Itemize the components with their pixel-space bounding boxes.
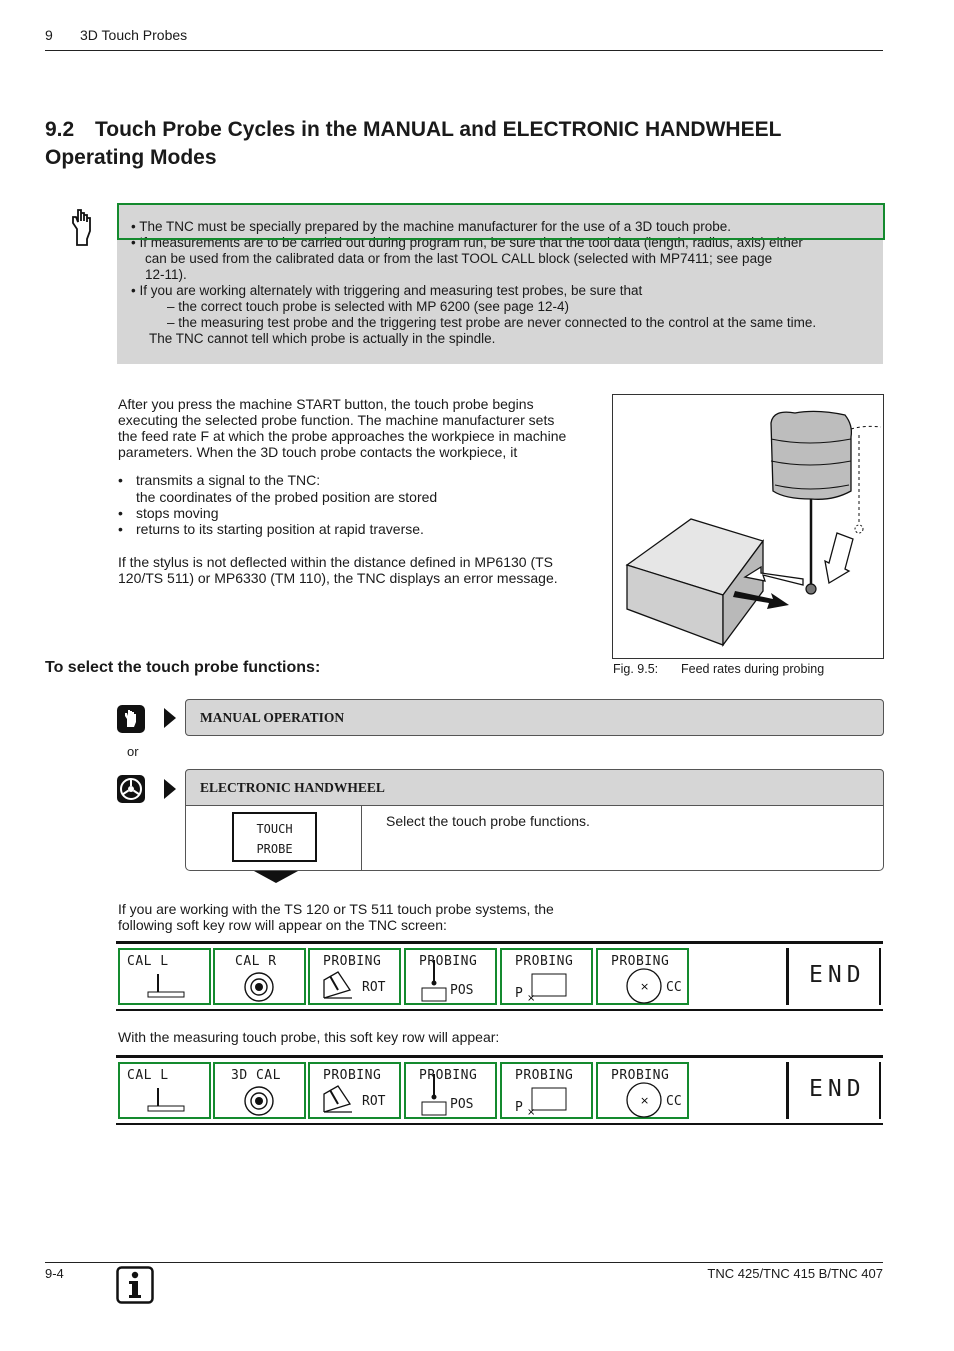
svg-text:×: × [527,993,536,1004]
figure-caption-text: Feed rates during probing [681,662,825,676]
handwheel-mode-key[interactable] [117,775,145,803]
intro-line: executing the selected probe function. The machine manufacturer sets [118,412,555,428]
softkey-probing-p[interactable]: PROBING P × [500,1062,593,1119]
softkey-probing-pos[interactable]: PROBING POS [404,1062,497,1119]
manual-operation-box: MANUAL OPERATION [185,699,884,736]
softkey-probing-p[interactable]: PROBING P × [500,948,593,1005]
pointing-hand-icon [68,207,98,247]
probing-position-icon [406,950,499,1007]
cal-radius-icon [215,950,308,1007]
probing-rotation-icon [310,1064,403,1121]
chapter-number: 9 [45,27,53,43]
intro-paragraph [118,396,598,460]
probing-point-icon [502,950,595,1007]
select-heading: To select the touch probe functions: [45,659,321,676]
intro-line: After you press the machine START button, the touch probe begins [118,396,534,412]
cal-length-icon [120,1064,213,1121]
section-heading [45,116,885,172]
softkey-empty [693,1062,787,1119]
note-line-4: 12-11). [145,267,187,282]
touch-probe-illustration [613,395,883,658]
electronic-handwheel-box: ELECTRONIC HANDWHEEL [185,769,884,806]
section-title-line1: Touch Probe Cycles in the MANUAL and ELECTRONIC HANDWHEEL [95,118,782,141]
or-label: or [127,744,139,759]
softkey-empty [693,948,787,1005]
softkey-end[interactable]: END [787,1062,881,1119]
note-line-5: • If you are working alternately with triggering and measuring test probes, be sure that [131,283,643,298]
svg-text:×: × [640,980,650,993]
softkey-row-measuring [116,1055,883,1125]
info-icon [116,1266,154,1304]
softkey-cal-l[interactable]: CAL L [118,948,211,1005]
touch-probe-description: Select the touch probe functions. [386,813,590,829]
header-rule [45,50,883,51]
chapter-title: 3D Touch Probes [80,27,188,43]
footer-rule [45,1262,883,1263]
softkey-probing-rot[interactable]: PROBING ROT [308,1062,401,1119]
ts-paragraph: If you are working with the TS 120 or TS 511 touch probe systems, the following soft key row will appear on the TNC screen: [118,901,554,933]
probing-circle-center-icon [598,950,691,1007]
softkey-3d-cal[interactable]: 3D CAL [213,1062,306,1119]
svg-text:×: × [527,1107,536,1118]
softkey-probing-pos[interactable]: PROBING POS [404,948,497,1005]
softkey-probing-cc[interactable]: PROBING CC × [596,1062,689,1119]
softkey-end[interactable]: END [787,948,881,1005]
arrow-right-icon [164,708,176,728]
note-line-2: • If measurements are to be carried out during program run, be sure that the tool data (length, radius, axis) either [131,235,803,250]
softkey-row-triggering [116,941,883,1011]
probing-rotation-icon [310,950,403,1007]
softkey-probing-cc[interactable]: PROBING CC × [596,948,689,1005]
hand-icon [117,705,145,733]
softkey-cal-l[interactable]: CAL L [118,1062,211,1119]
control-model: TNC 425/TNC 415 B/TNC 407 [707,1266,883,1281]
manual-mode-key[interactable] [117,705,145,733]
figure-caption [613,662,824,676]
note-line-1: • The TNC must be specially prepared by the machine manufacturer for the use of a 3D touch probe. [131,219,732,234]
section-number: 9.2 [45,118,75,141]
note-line-3: can be used from the calibrated data or from the last TOOL CALL block (selected with MP7411; see page [145,251,773,266]
probing-position-icon [406,1064,499,1121]
intro-line: parameters. When the 3D touch probe contacts the workpiece, it [118,444,518,460]
softkey-cal-r[interactable]: CAL R [213,948,306,1005]
probing-point-icon [502,1064,595,1121]
probing-circle-center-icon [598,1064,691,1121]
error-paragraph: If the stylus is not deflected within the distance defined in MP6130 (TS 120/TS 511) or MP6330 (TM 110), the TNC displays an error message. [118,554,558,586]
figure-label: Fig. 9.5: [613,662,659,676]
tm-paragraph: With the measuring touch probe, this soft key row will appear: [118,1029,500,1045]
page-number: 9-4 [45,1266,64,1281]
note-line-7: – the measuring test probe and the triggering test probe are never connected to the control at the same time. [167,315,817,330]
highlight-frame [117,203,885,240]
intro-line: the feed rate F at which the probe approaches the workpiece in machine [118,428,567,444]
arrow-down-icon [254,871,298,883]
svg-text:×: × [640,1094,650,1107]
probe-figure [612,394,884,659]
softkey-probing-rot[interactable]: PROBING ROT [308,948,401,1005]
cal-3d-icon [215,1064,308,1121]
note-line-8: The TNC cannot tell which probe is actually in the spindle. [149,331,496,346]
section-title-line2: Operating Modes [45,146,217,169]
touch-probe-key[interactable]: TOUCH PROBE [232,812,317,862]
arrow-right-icon [164,779,176,799]
note-line-6: – the correct touch probe is selected with MP 6200 (see page 12-4) [167,299,569,314]
cal-length-icon [120,950,213,1007]
handwheel-icon [117,775,145,803]
